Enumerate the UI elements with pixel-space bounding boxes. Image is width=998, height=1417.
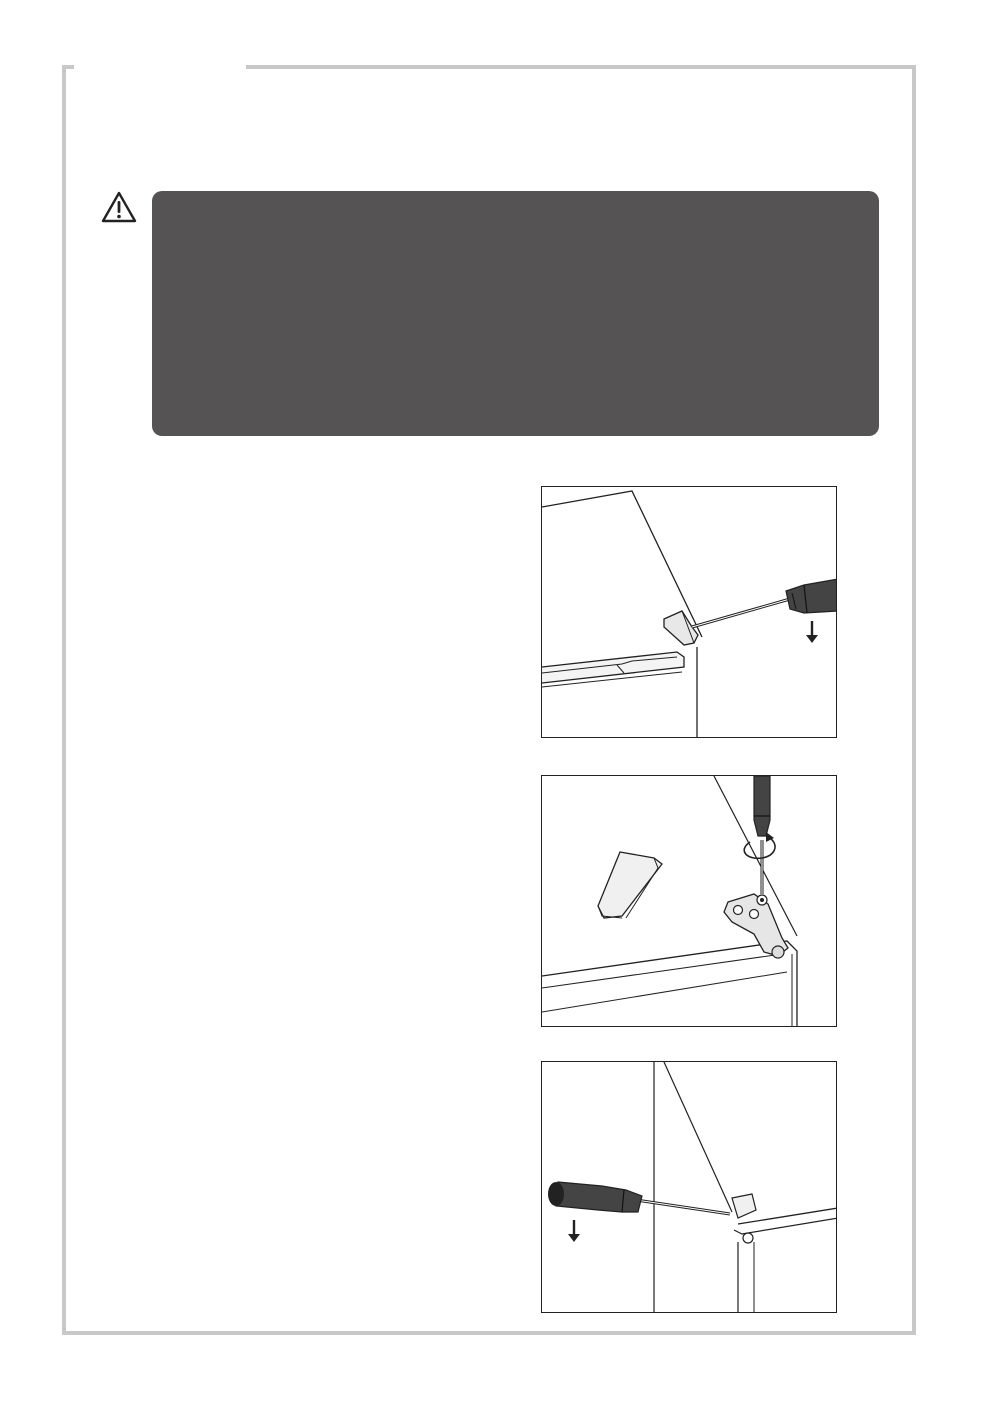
figure-remove-left-cover	[541, 1061, 837, 1313]
figure-unscrew-top-hinge	[541, 775, 837, 1027]
header-gap	[74, 63, 246, 73]
arrow-down-icon	[806, 621, 818, 643]
arrow-down-icon	[568, 1220, 580, 1242]
figure-remove-hinge-cover	[541, 486, 837, 738]
warning-triangle-icon	[100, 190, 138, 224]
warning-panel	[152, 191, 879, 436]
